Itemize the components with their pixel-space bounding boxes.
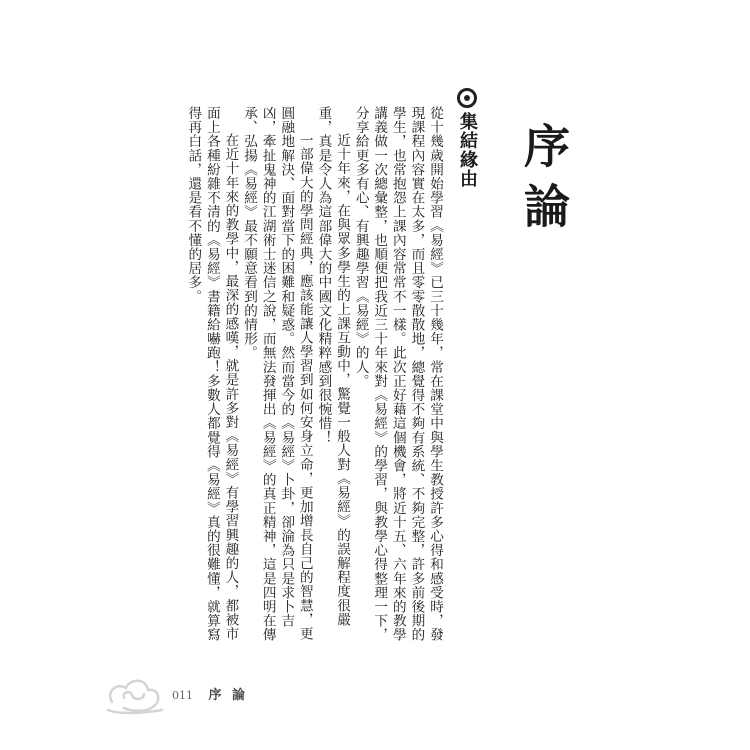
paragraph-2: 近十年來，在與眾多學生的上課互動中，驚覺一般人對《易經》的誤解程度很嚴重，真是令人為這部偉大的中國文化精粹感到很惋惜！: [315, 106, 351, 627]
section-heading: 集結緣由: [457, 112, 478, 188]
body-text: [172, 106, 444, 654]
chapter-title: 序論: [517, 122, 571, 242]
section-heading-block: [454, 88, 480, 188]
paragraph-3: 一部偉大的學問經典，應該能讓人學習到如何安身立命，更加增長自己的智慧，更圓融地解決、面對當下的困難和疑惑。然而當今的《易經》卜卦，卻淪為只是求卜吉凶，牽扯鬼神的江湖術士迷信之說，而無法發揮出《易經》的真正精神，這是四明在傳承、弘揚《易經》最不願意看到的情形。: [241, 106, 313, 642]
bullet-circle-icon: [457, 88, 477, 108]
paragraph-4: 在近十年來的教學中，最深的感嘆，就是許多對《易經》有學習興趣的人，都被市面上各種紛雜不清的《易經》書籍給嚇跑！多數人都覺得《易經》真的很難懂，就算寫得再白話，還是看不懂的居多。: [185, 106, 239, 642]
cloud-ornament-icon: [104, 668, 166, 716]
running-title: 序 論: [208, 688, 249, 703]
paragraph-1: 從十幾歲開始學習《易經》已三十幾年，常在課堂中與學生教授許多心得和感受時，發現課程內容實在太多，而且零零散散地，總覺得不夠有系統、不夠完整，許多前後期的學生，也常抱怨上課內容常常不一樣。此次正好藉這個機會，將近十五、六年來的教學講義做一次總彙整，也順便把我近三十年來對《易經》的學習，與教學心得整理一下，分享給更多有心、有興趣學習《易經》的人。: [352, 106, 443, 642]
page-footer: [172, 684, 248, 703]
page-number: 011: [172, 689, 193, 702]
